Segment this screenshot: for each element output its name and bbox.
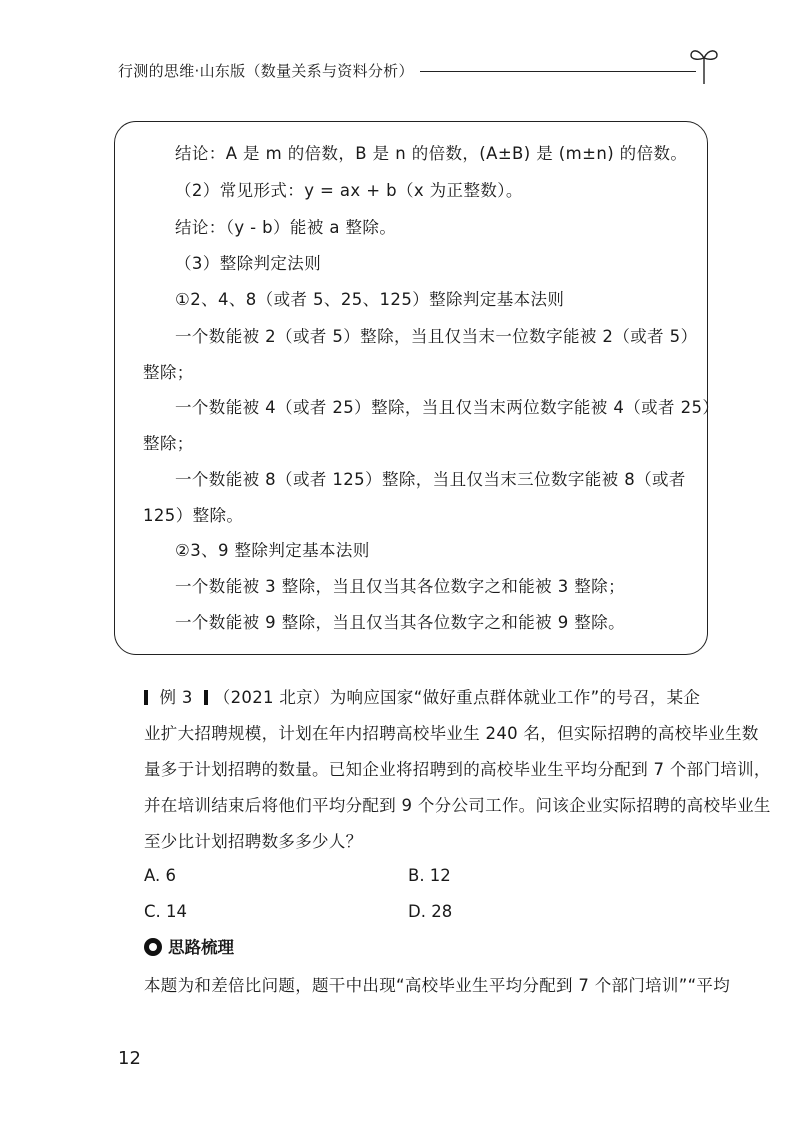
box-line: 一个数能被 2（或者 5）整除，当且仅当末一位数字能被 2（或者 5） (175, 327, 698, 346)
box-line: 一个数能被 4（或者 25）整除，当且仅当末两位数字能被 4（或者 25） (175, 398, 720, 417)
box-line: 整除； (143, 363, 194, 382)
example-line: （2021 北京）为响应国家“做好重点群体就业工作”的号召，某企 (213, 688, 701, 707)
example-line: 并在培训结束后将他们平均分配到 9 个分公司工作。问该企业实际招聘的高校毕业生 (144, 796, 771, 815)
example-label: 例 3 (159, 688, 193, 707)
analysis-heading (144, 934, 234, 958)
example-marker-right (204, 690, 208, 705)
example-line: 至少比计划招聘数多多少人？ (144, 832, 363, 851)
example-line: 量多于计划招聘的数量。已知企业将招聘到的高校毕业生平均分配到 7 个部门培训， (144, 760, 771, 779)
box-line: ①2、4、8（或者 5、25、125）整除判定基本法则 (175, 290, 565, 309)
box-line: （3）整除判定法则 (175, 254, 322, 273)
box-line: 125）整除。 (143, 506, 244, 525)
sprout-icon (690, 44, 718, 84)
page-number: 12 (118, 1048, 141, 1069)
example-first-line (144, 684, 700, 708)
box-line: 结论：A 是 m 的倍数，B 是 n 的倍数，(A±B) 是 (m±n) 的倍数。 (175, 144, 688, 163)
example-line: 业扩大招聘规模，计划在年内招聘高校毕业生 240 名，但实际招聘的高校毕业生数 (144, 724, 759, 743)
rules-box (114, 121, 720, 655)
box-line: （2）常见形式：y = ax + b（x 为正整数）。 (175, 181, 523, 200)
box-line: 一个数能被 8（或者 125）整除，当且仅当末三位数字能被 8（或者 (175, 470, 686, 489)
box-line: ②3、9 整除判定基本法则 (175, 541, 370, 560)
box-line: 结论：（y - b）能被 a 整除。 (175, 218, 397, 237)
analysis-heading-text: 思路梳理 (168, 938, 234, 957)
box-line: 一个数能被 3 整除，当且仅当其各位数字之和能被 3 整除； (175, 577, 625, 596)
gear-bullet-icon (144, 938, 162, 956)
box-line: 整除； (143, 434, 194, 453)
running-header (118, 58, 718, 88)
box-line: 一个数能被 9 整除，当且仅当其各位数字之和能被 9 整除。 (175, 613, 625, 632)
analysis-text: 本题为和差倍比问题，题干中出现“高校毕业生平均分配到 7 个部门培训”“平均 (144, 976, 731, 995)
header-title: 行测的思维·山东版（数量关系与资料分析） (118, 60, 420, 81)
option-c: C. 14 (144, 902, 188, 921)
option-d: D. 28 (408, 902, 453, 921)
example-marker-left (144, 690, 148, 705)
option-a: A. 6 (144, 866, 176, 885)
option-b: B. 12 (408, 866, 451, 885)
